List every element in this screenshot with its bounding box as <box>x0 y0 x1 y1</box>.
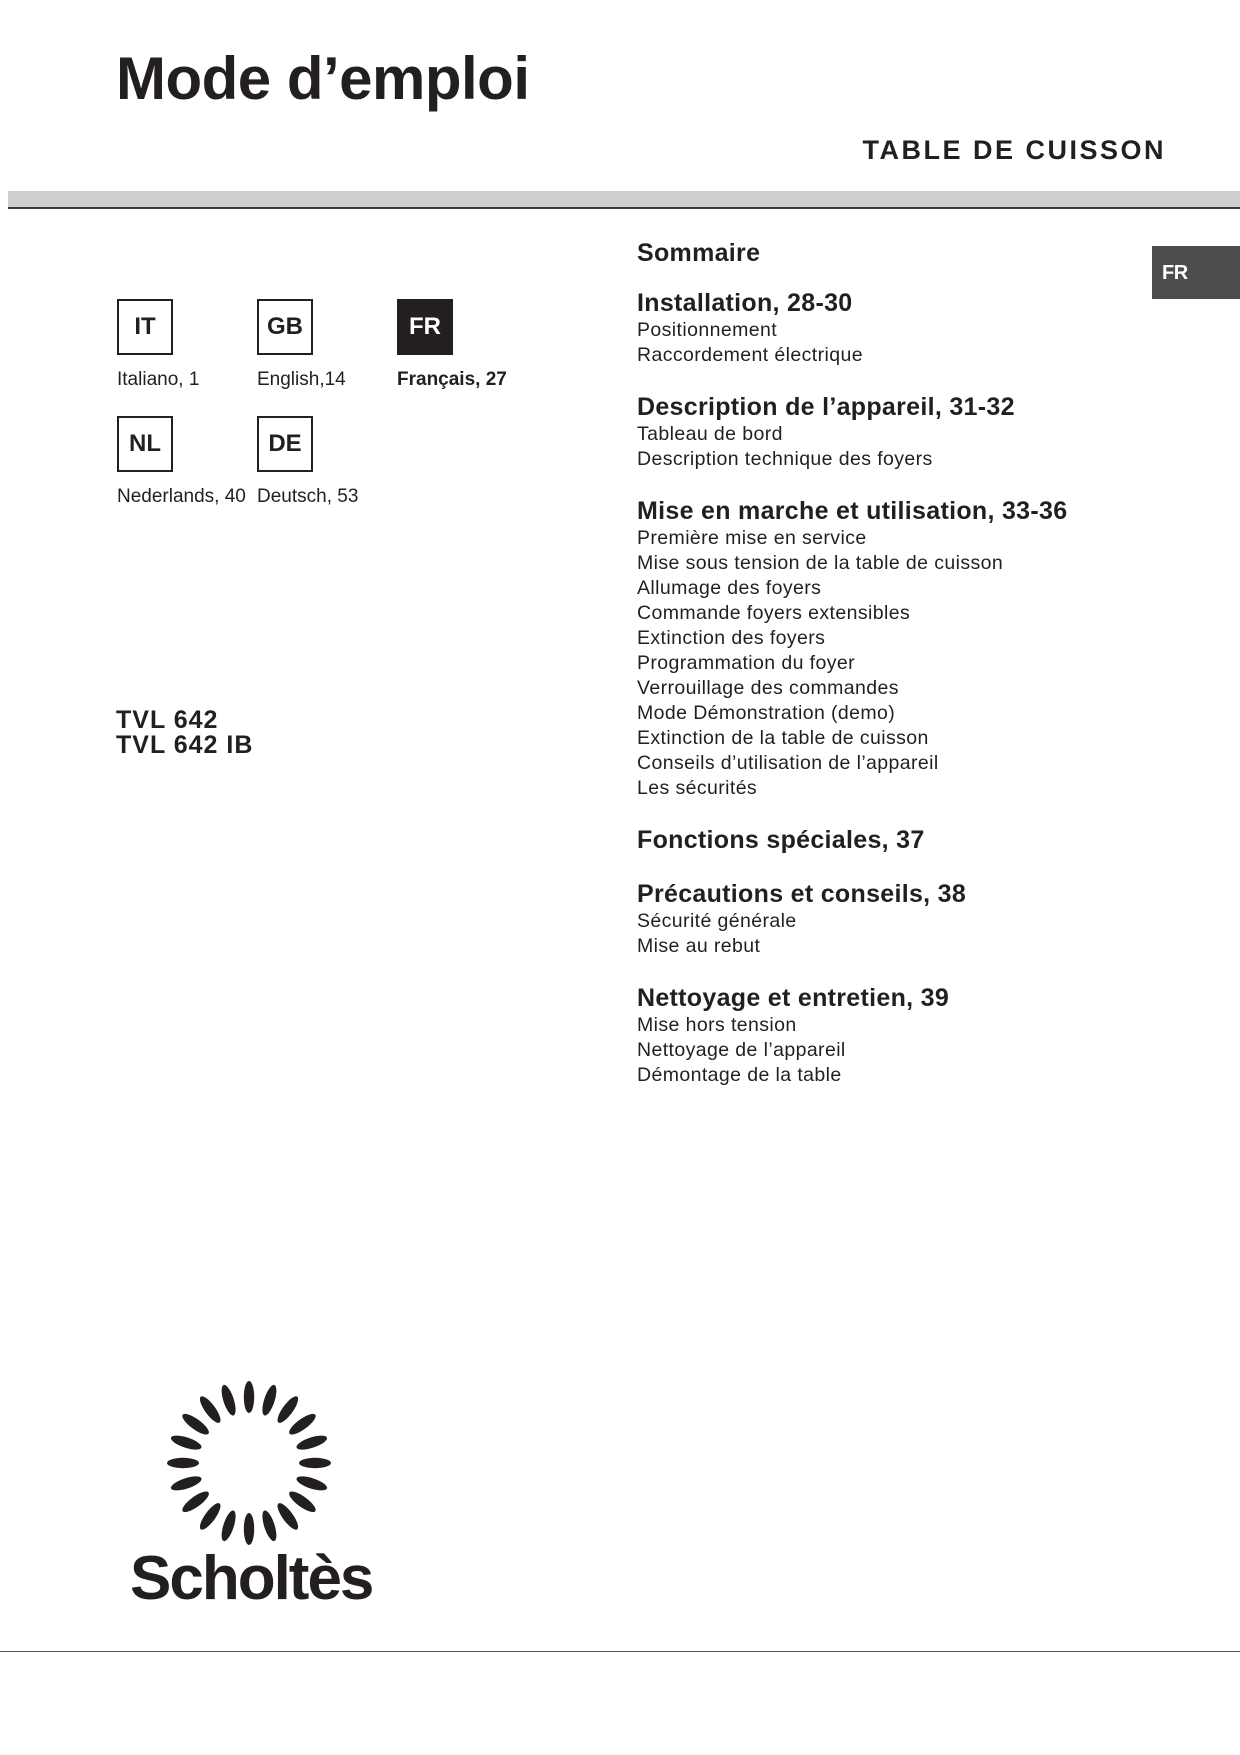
toc-item[interactable]: Tableau de bord <box>637 423 783 445</box>
sun-ray <box>260 1509 280 1543</box>
language-label: Deutsch, 53 <box>257 486 359 507</box>
sun-ray <box>295 1433 329 1453</box>
toc-item[interactable]: Sécurité générale <box>637 910 797 932</box>
toc-section-fonctions-speciales <box>637 825 1137 855</box>
sun-ray <box>260 1383 280 1417</box>
language-label: English,14 <box>257 369 346 390</box>
model-number: TVL 642 IB <box>116 731 254 759</box>
model-number: TVL 642 <box>116 706 219 734</box>
sun-ray <box>295 1474 329 1494</box>
toc-heading[interactable]: Mise en marche et utilisation, 33-36 <box>637 497 1068 525</box>
language-side-tab: FR <box>1152 246 1240 299</box>
sun-ray <box>286 1488 318 1515</box>
language-label: Italiano, 1 <box>117 369 200 390</box>
sun-ray <box>299 1458 331 1468</box>
language-code-box[interactable]: DE <box>257 416 313 472</box>
sun-ray <box>167 1458 199 1468</box>
sun-ray <box>197 1500 224 1532</box>
sun-ray <box>219 1383 239 1417</box>
toc-heading[interactable]: Description de l’appareil, 31-32 <box>637 393 1015 421</box>
toc-item[interactable]: Programmation du foyer <box>637 652 855 674</box>
brand-logo <box>128 1368 373 1618</box>
toc-item[interactable]: Mise sous tension de la table de cuisson <box>637 552 1004 574</box>
language-de[interactable] <box>257 416 397 508</box>
document-subtitle: TABLE DE CUISSON <box>862 135 1166 165</box>
toc-heading[interactable]: Fonctions spéciales, 37 <box>637 826 925 854</box>
sun-ray <box>180 1411 212 1438</box>
language-gb[interactable] <box>257 299 397 391</box>
toc-item[interactable]: Conseils d’utilisation de l’appareil <box>637 752 939 774</box>
sun-ray <box>169 1433 203 1453</box>
toc-item[interactable]: Extinction des foyers <box>637 627 826 649</box>
toc-section-nettoyage <box>637 983 1137 1088</box>
toc-section-precautions <box>637 879 1137 959</box>
sun-ray <box>274 1500 301 1532</box>
toc-item[interactable]: Démontage de la table <box>637 1064 842 1086</box>
language-nl[interactable] <box>117 416 257 508</box>
toc-item[interactable]: Mode Démonstration (demo) <box>637 702 896 724</box>
language-code-box[interactable]: GB <box>257 299 313 355</box>
toc-section-description <box>637 392 1137 472</box>
toc-heading[interactable]: Précautions et conseils, 38 <box>637 880 967 908</box>
language-code-box[interactable]: NL <box>117 416 173 472</box>
toc-item[interactable]: Extinction de la table de cuisson <box>637 727 929 749</box>
toc-title: Sommaire <box>637 239 761 267</box>
toc-item[interactable]: Première mise en service <box>637 527 867 549</box>
toc-item[interactable]: Mise hors tension <box>637 1014 797 1036</box>
footer-rule <box>0 1651 1240 1652</box>
model-numbers <box>116 708 253 758</box>
table-of-contents <box>637 238 1137 1112</box>
toc-item[interactable]: Commande foyers extensibles <box>637 602 911 624</box>
toc-item[interactable]: Les sécurités <box>637 777 758 799</box>
language-label-active: Français, 27 <box>397 369 507 390</box>
toc-item[interactable]: Positionnement <box>637 319 778 341</box>
sun-ray <box>286 1411 318 1438</box>
header-band <box>8 191 1240 209</box>
toc-section-mise-en-marche <box>637 496 1137 801</box>
toc-item[interactable]: Description technique des foyers <box>637 448 933 470</box>
toc-heading[interactable]: Installation, 28-30 <box>637 289 853 317</box>
toc-item[interactable]: Allumage des foyers <box>637 577 822 599</box>
sun-ray <box>180 1488 212 1515</box>
language-code-box-active[interactable]: FR <box>397 299 453 355</box>
sun-ray <box>219 1509 239 1543</box>
toc-item[interactable]: Mise au rebut <box>637 935 761 957</box>
toc-item[interactable]: Raccordement électrique <box>637 344 863 366</box>
sun-ray <box>197 1394 224 1426</box>
language-it[interactable] <box>117 299 257 391</box>
sun-ray <box>244 1381 254 1413</box>
toc-heading[interactable]: Nettoyage et entretien, 39 <box>637 984 950 1012</box>
sun-ray <box>244 1513 254 1545</box>
toc-item[interactable]: Nettoyage de l’appareil <box>637 1039 846 1061</box>
language-label: Nederlands, 40 <box>117 486 246 507</box>
brand-wordmark: Scholtès <box>130 1544 373 1613</box>
sun-logo-icon <box>154 1368 344 1558</box>
page-title: Mode d’emploi <box>116 45 530 112</box>
toc-item[interactable]: Verrouillage des commandes <box>637 677 899 699</box>
sun-ray <box>169 1474 203 1494</box>
language-code-box[interactable]: IT <box>117 299 173 355</box>
toc-section-installation <box>637 288 1137 368</box>
sun-ray <box>274 1394 301 1426</box>
language-fr[interactable] <box>397 299 537 391</box>
